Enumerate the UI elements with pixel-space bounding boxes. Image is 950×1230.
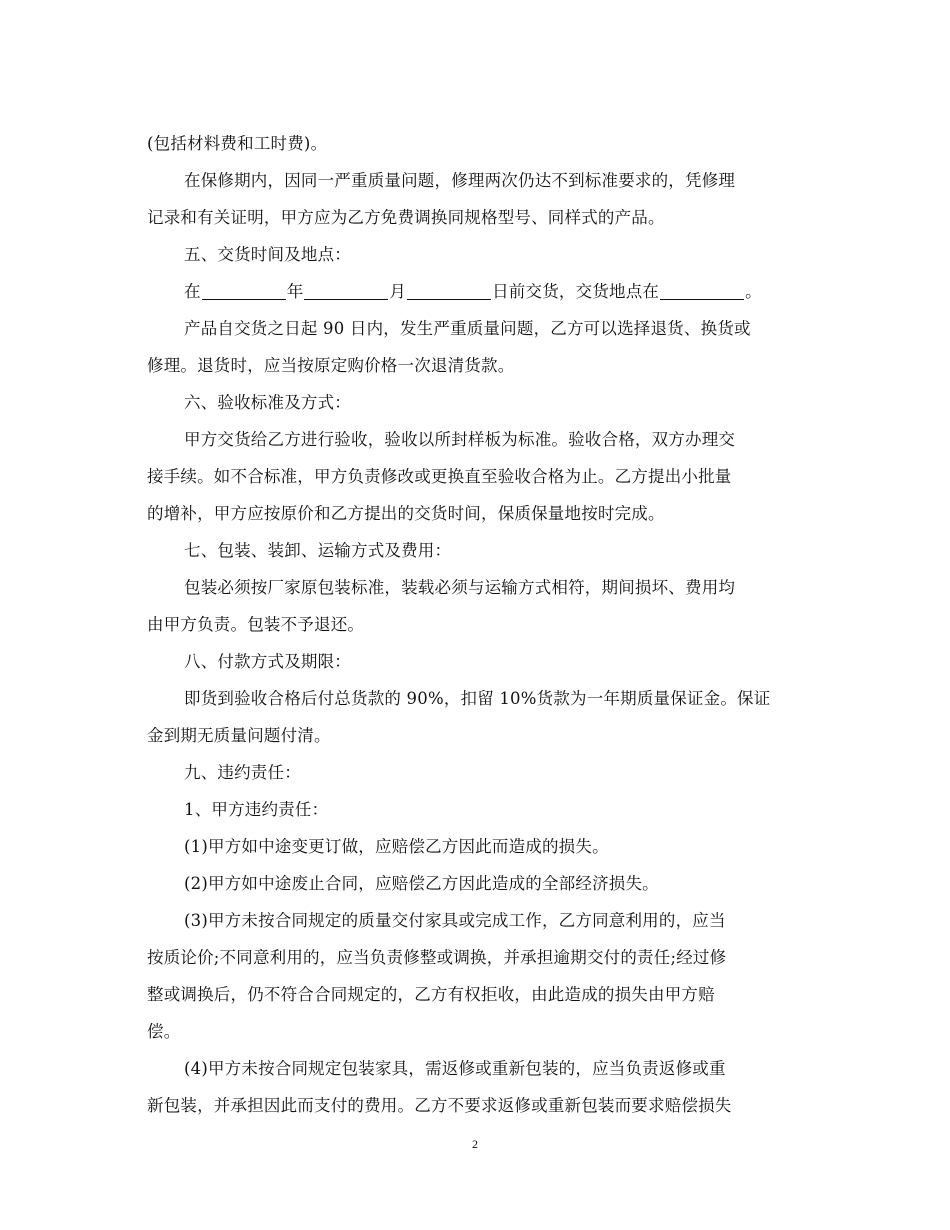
text-line: (包括材料费和工时费)。 [147,134,328,153]
text-line: 的增补，甲方应按原价和乙方提出的交货时间，保质保量地按时完成。 [147,504,665,523]
text-line: 新包装，并承担因此而支付的费用。乙方不要求返修或重新包装而要求赔偿损失 [147,1096,732,1115]
section-heading: 八、付款方式及期限： [184,652,351,671]
delivery-day-label: 日前交货，交货地点在 [492,282,660,301]
section-heading: 七、包装、装卸、运输方式及费用： [184,541,452,560]
clause-item: (1)甲方如中途变更订做，应赔偿乙方因此而造成的损失。 [184,837,609,856]
delivery-year-label: 年 [286,282,304,301]
text-line: 按质论价;不同意利用的，应当负责修整或调换，并承担逾期交付的责任;经过修 [147,948,727,967]
text-line: 偿。 [147,1022,181,1041]
clause-item: (2)甲方如中途废止合同，应赔偿乙方因此造成的全部经济损失。 [184,874,659,893]
text-line: 由甲方负责。包装不予退还。 [147,615,365,634]
section-heading: 五、交货时间及地点： [184,245,351,264]
page-number: 2 [472,1137,478,1151]
section-heading: 六、验收标准及方式： [184,393,351,412]
text-line: 修理。退货时，应当按原定购价格一次退清货款。 [147,356,515,375]
blank-field-month [304,279,388,300]
section-heading: 九、违约责任： [184,763,301,782]
text-line: 包装必须按厂家原包装标准，装载必须与运输方式相符，期间损坏、费用均 [184,578,736,597]
blank-field-day [407,279,491,300]
text-line: 产品自交货之日起 90 日内，发生严重质量问题，乙方可以选择退货、换货或 [184,319,751,338]
text-line: 即货到验收合格后付总货款的 90%，扣留 10%货款为一年期质量保证金。保证 [184,689,771,708]
text-line: 接手续。如不合标准，甲方负责修改或更换直至验收合格为止。乙方提出小批量 [147,467,732,486]
delivery-month-label: 月 [389,282,407,301]
text-line: 金到期无质量问题付清。 [147,726,331,745]
text-line: 甲方交货给乙方进行验收，验收以所封样板为标准。验收合格，双方办理交 [184,430,736,449]
text-line: 记录和有关证明，甲方应为乙方免费调换同规格型号、同样式的产品。 [147,208,665,227]
text-line: 在保修期内，因同一严重质量问题，修理两次仍达不到标准要求的，凭修理 [184,171,736,190]
clause-item: (4)甲方未按合同规定包装家具，需返修或重新包装的，应当负责返修或重 [184,1059,726,1078]
clause-item: (3)甲方未按合同规定的质量交付家具或完成工作，乙方同意利用的，应当 [184,911,726,930]
blank-field-location [660,279,744,300]
delivery-date-line [147,273,807,310]
blank-field-year [202,279,286,300]
document-body [147,125,807,1124]
subsection-heading: 1、甲方违约责任： [184,800,329,819]
text-line: 整或调换后，仍不符合合同规定的，乙方有权拒收，由此造成的损失由甲方赔 [147,985,715,1004]
delivery-prefix: 在 [184,282,201,301]
delivery-end: 。 [745,282,762,301]
